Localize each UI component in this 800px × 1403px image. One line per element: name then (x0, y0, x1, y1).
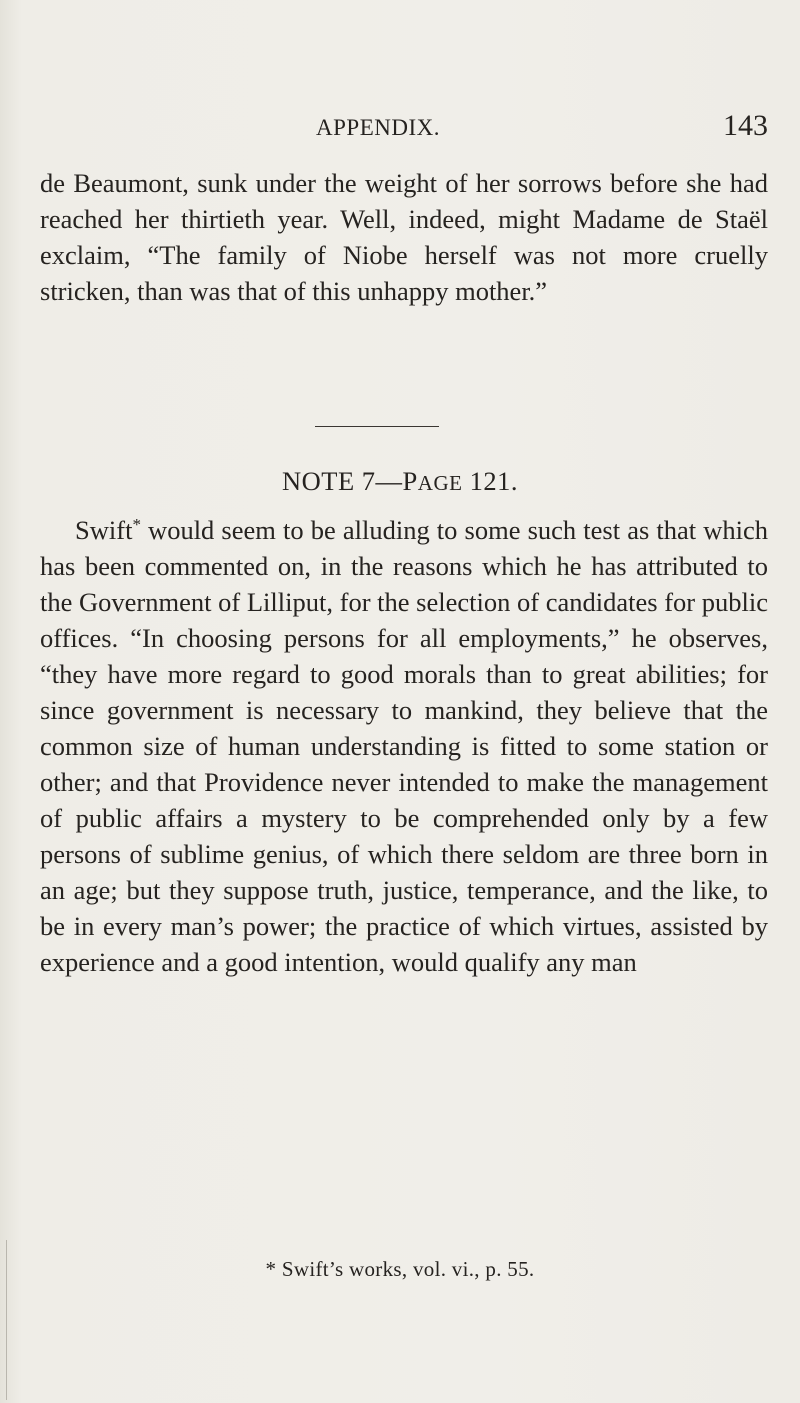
note-heading-page-initial: P (402, 466, 418, 496)
page-number: 143 (723, 109, 768, 142)
paragraph-2-lead: Swift (75, 515, 133, 545)
note-heading-page-rest: AGE (417, 471, 463, 495)
paragraph-2-body: would seem to be alluding to some such test as that which has been commented on, in the reasons which he has attributed to the Government of Lilliput, for the selection of candidates for public offices. “In choosing persons for all employments,” he observes, “they have more regard to good morals than to great abilities; for since government is necessary to mankind, they believe that the common size of human understanding is fitted to some station or other; and that Providence never intended to make the management of public affairs a mystery to be comprehended only by a few persons of sublime genius, of which there seldom are three born in an age; but they suppose truth, justice, temperance, and the like, to be in every man’s power; the practice of which virtues, assisted by experience and a good intention, would qualify any man (40, 515, 768, 977)
paragraph-2 (40, 512, 768, 980)
note-heading-prefix: NOTE 7— (282, 466, 403, 496)
running-head (40, 107, 768, 147)
footnote: * Swift’s works, vol. vi., p. 55. (265, 1257, 535, 1281)
paragraph-1: de Beaumont, sunk under the weight of her sorrows before she had reached her thirtieth year. Well, indeed, might Madame de Staël exclaim, “The family of Niobe herself was not more cruelly stricken, than was that of this unhappy mother.” (40, 168, 768, 306)
footnote-marker: * (132, 515, 141, 534)
running-head-title: APPENDIX. (316, 115, 440, 140)
note-heading (0, 466, 800, 497)
note-heading-page-ref: 121. (462, 466, 518, 496)
section-divider (315, 426, 439, 427)
